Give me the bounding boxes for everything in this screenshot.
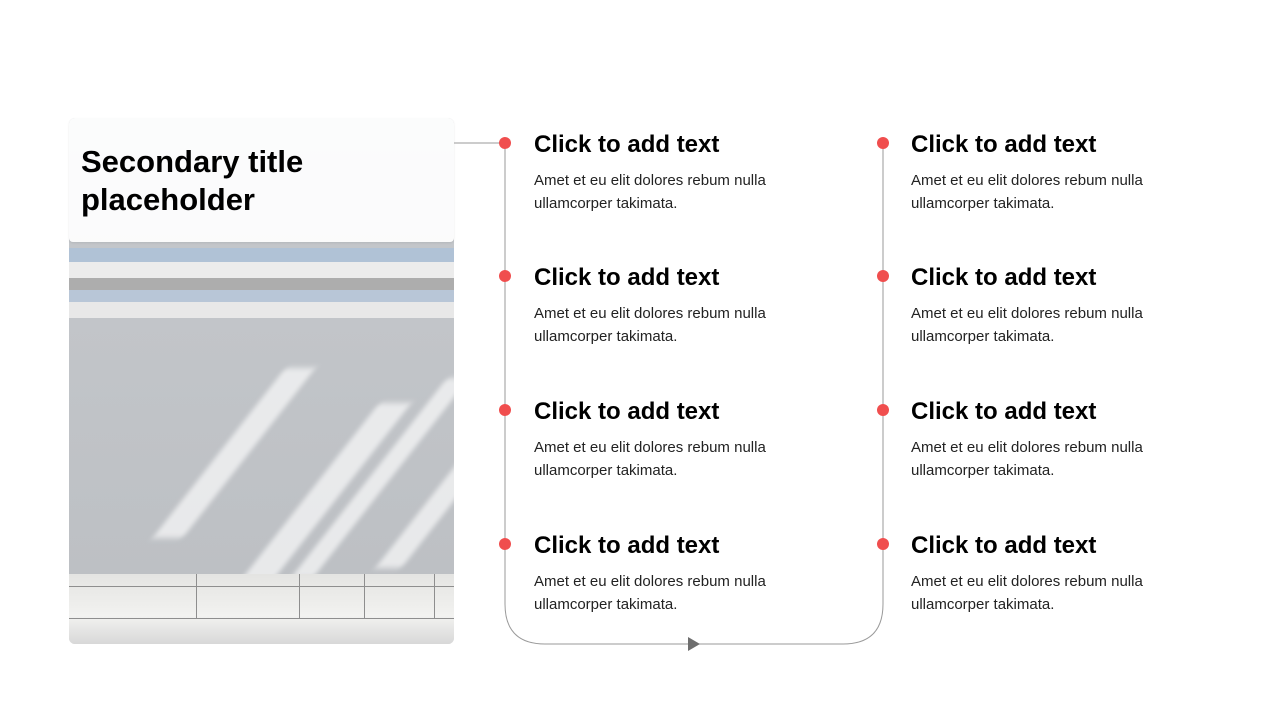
item-heading[interactable]: Click to add text xyxy=(534,398,720,425)
timeline-dot xyxy=(499,538,511,550)
item-heading[interactable]: Click to add text xyxy=(534,264,720,291)
timeline-dot xyxy=(499,404,511,416)
item-body[interactable]: Amet et eu elit dolores rebum nulla ullamcorper takimata. xyxy=(534,305,766,345)
timeline-item[interactable] xyxy=(911,398,1211,482)
timeline-dot xyxy=(499,270,511,282)
arrow-head-icon xyxy=(688,637,700,651)
item-body[interactable]: Amet et eu elit dolores rebum nulla ullamcorper takimata. xyxy=(911,439,1143,479)
timeline-item[interactable] xyxy=(534,398,834,482)
item-heading[interactable]: Click to add text xyxy=(534,532,720,559)
item-body[interactable]: Amet et eu elit dolores rebum nulla ullamcorper takimata. xyxy=(911,172,1143,212)
item-heading[interactable]: Click to add text xyxy=(534,131,720,158)
secondary-title[interactable]: Secondary title placeholder xyxy=(81,144,304,217)
timeline-item[interactable] xyxy=(911,131,1211,215)
timeline-item[interactable] xyxy=(534,131,834,215)
item-heading[interactable]: Click to add text xyxy=(911,532,1097,559)
item-body[interactable]: Amet et eu elit dolores rebum nulla ullamcorper takimata. xyxy=(911,573,1143,613)
item-body[interactable]: Amet et eu elit dolores rebum nulla ullamcorper takimata. xyxy=(911,305,1143,345)
item-body[interactable]: Amet et eu elit dolores rebum nulla ullamcorper takimata. xyxy=(534,439,766,479)
timeline-item[interactable] xyxy=(534,532,834,616)
item-heading[interactable]: Click to add text xyxy=(911,264,1097,291)
timeline-item[interactable] xyxy=(534,264,834,348)
item-body[interactable]: Amet et eu elit dolores rebum nulla ullamcorper takimata. xyxy=(534,573,766,613)
timeline-dot xyxy=(877,270,889,282)
item-body[interactable]: Amet et eu elit dolores rebum nulla ullamcorper takimata. xyxy=(534,172,766,212)
timeline-dot xyxy=(877,538,889,550)
item-heading[interactable]: Click to add text xyxy=(911,131,1097,158)
timeline-item[interactable] xyxy=(911,532,1211,616)
item-heading[interactable]: Click to add text xyxy=(911,398,1097,425)
timeline-dot xyxy=(877,404,889,416)
timeline-dot xyxy=(877,137,889,149)
timeline-item[interactable] xyxy=(911,264,1211,348)
timeline-dot xyxy=(499,137,511,149)
